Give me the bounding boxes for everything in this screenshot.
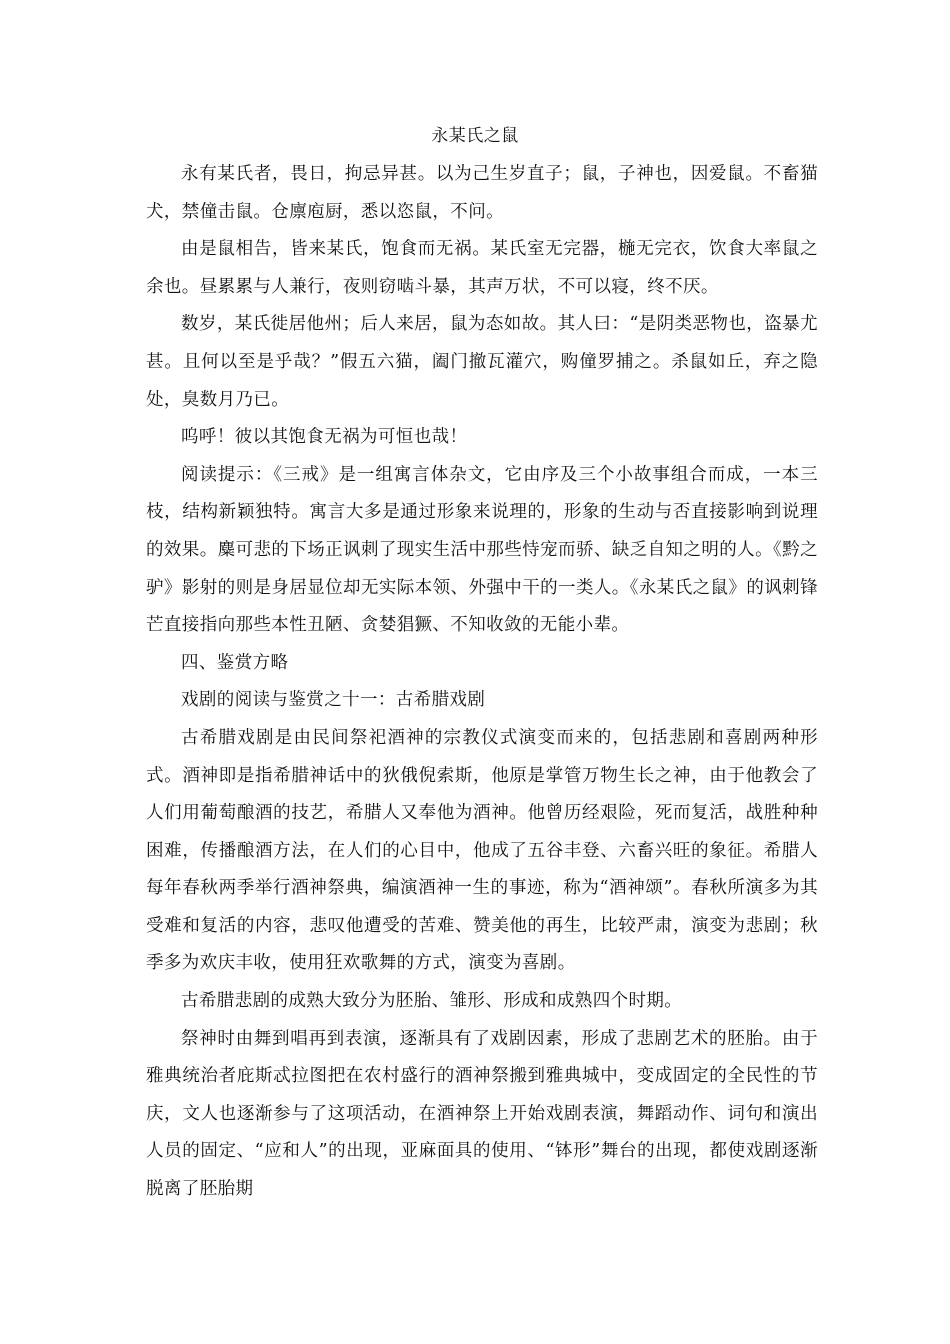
document-title: 永某氏之鼠 <box>431 126 519 146</box>
paragraph-greek-drama-origin: 古希腊戏剧是由民间祭祀酒神的宗教仪式演变而来的，包括悲剧和喜剧两种形式。酒神即是指希腊神话中的狄俄倪索斯，他原是掌管万物生长之神，由于他教会了人们用葡萄酿酒的技艺，希腊人又奉他为酒神。他曾历经艰险，死而复活，战胜种种困难，传播酿酒方法，在人们的心目中，他成了五谷丰登、六畜兴旺的象征。希腊人每年春秋两季举行酒神祭典，编演酒神一生的事迹，称为“酒神颂”。春秋所演多为其受难和复活的内容，悲叹他遭受的苦难、赞美他的再生，比较严肃，演变为悲剧；秋季多为欢庆丰收，使用狂欢歌舞的方式，演变为喜剧。 <box>146 727 818 974</box>
paragraph-story-rats-gather: 由是鼠相告，皆来某氏，饱食而无祸。某氏室无完器，椸无完衣，饮食大率鼠之余也。昼累累与人兼行，夜则窃啮斗暴，其声万状，不可以寝，终不厌。 <box>146 239 818 297</box>
section-heading-appreciation: 四、鉴赏方略 <box>181 652 289 673</box>
paragraph-story-opening: 永有某氏者，畏日，拘忌异甚。以为己生岁直子；鼠，子神也，因爱鼠。不畜猫犬，禁僮击鼠。仓廪庖厨，悉以恣鼠，不问。 <box>146 164 818 222</box>
document-body <box>146 156 818 1209</box>
paragraph-tragedy-periods: 古希腊悲剧的成熟大致分为胚胎、雏形、形成和成熟四个时期。 <box>181 991 683 1012</box>
paragraph-tragedy-embryo: 祭神时由舞到唱再到表演，逐渐具有了戏剧因素，形成了悲剧艺术的胚胎。由于雅典统治者庇斯忒拉图把在农村盛行的酒神祭搬到雅典城中，变成固定的全民性的节庆，文人也逐渐参与了这项活动，在酒神祭上开始戏剧表演，舞蹈动作、词句和演出人员的固定、“应和人”的出现，亚麻面具的使用、“钵形”舞台的出现，都使戏剧逐渐脱离了胚胎期 <box>146 1028 818 1200</box>
paragraph-story-moral: 呜呼！彼以其饱食无祸为可恒也哉！ <box>181 427 468 448</box>
subheading-greek-drama: 戏剧的阅读与鉴赏之十一：古希腊戏剧 <box>181 690 486 711</box>
paragraph-reading-tip: 阅读提示：《三戒》是一组寓言体杂文，它由序及三个小故事组合而成，一本三枝，结构新颖独特。寓言大多是通过形象来说理的，形象的生动与否直接影响到说理的效果。麋可悲的下场正讽刺了现实生活中那些恃宠而骄、缺乏自知之明的人。《黔之驴》影射的则是身居显位却无实际本领、外强中干的一类人。《永某氏之鼠》的讽刺锋芒直接指向那些本性丑陋、贪婪猖獗、不知收敛的无能小辈。 <box>146 464 818 636</box>
paragraph-story-new-resident: 数岁，某氏徙居他州；后人来居，鼠为态如故。其人曰：“是阴类恶物也，盗暴尤甚。且何以至是乎哉？”假五六猫，阖门撤瓦灌穴，购僮罗捕之。杀鼠如丘，弃之隐处，臭数月乃已。 <box>146 314 818 410</box>
